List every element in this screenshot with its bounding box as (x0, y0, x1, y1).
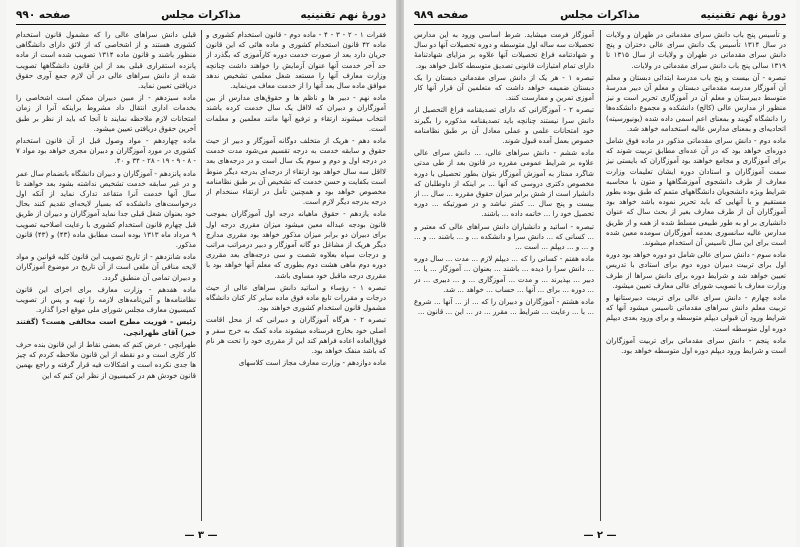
paragraph: تبصره ۲ - هرگاه آموزگاران و دبیرانی که از محل اقامت اصلی خود بخارج فرستاده میشوند ماده کمک به خرج سفر و فوق‌العاده اعاده فراهم کند این از مقرری خود را تحت هر نام که باشد منفک خواهد بود. (206, 315, 386, 356)
paragraph: قبلی دانش سراهای عالی را که مشمول قانون استخدام کشوری هستند و از اشخاصی که از لائق دارای دانشگاهی منظور باشند و قانون ماده ۱۳۱۴ تصویب شده است از ماده پانزده استقراری قبلی بعد از این قانون دانشگاهها تصویب شده از دانش سراهای عالی در آن لازم جمع آوری حقوق دریافتی تعیین نماید. (16, 30, 196, 91)
paragraph: طهرانچی - عرض کنم که بعضی نقاط از این قانون بنده حرف کار کاری است و دو نقطه از این قانون ملاحظه کردم که چیز ها جدی نکرده است و اشکالات فیه قرار گرفته و راجع بهمین قانون خودش هم در کمیسیون از نظر این کنم که این (16, 339, 196, 380)
paragraph: تبصره ۱ - هر یک از دانش سرای مقدماتی دبستان را یک دبستان ضمیمه خواهد داشت که متعلمین آن قرار آنها کار آموزی تمرین و ممارست کنند. (414, 72, 594, 103)
paragraph: ماده پانزدهم - آموزگاران و دبیران دانشگاه بانضمام سال عمر و در غیر سابقه خدمت تشخیص نداشته بشود بعد خواهند تا سال آنها خدمت آنرا متقاعد تدارک نماید از آنکه اول درخواست‌های دانشکده که بسیار لایحه‌ای تقدیم کنند بحال خود بعنوان شغل قبلی جدا نماید آموزگاران و دبیران از طریق قبل چهارم قانون استخدام کشوری با رعایت اصلاحیه تصویب ۹ مرداد ماه ۱۳۱۳ بوده است مطابق ماده (۴۳) و (۴۳) قانون مذکور. (16, 168, 196, 250)
paragraph: ماده چهاردهم - مواد وصول قبل از آن قانون استخدام کشوری در مورد آموزگاران و دبیران مجری خواهد بود مواد ۷ - ۸ - ۹ - ۱۹ - ۲۸ - ۳۴ و ۴۰. (16, 136, 196, 166)
left-page-right-column (206, 30, 386, 523)
paragraph: تبصره - آن بیست و پنج باب مدرسهٔ ابتدائی دبستان و معلم آن آموزگار مدرسه مقدماتی دبستان و معلم آن دبیر مدرسهٔ متوسط دبیرستان و معلم آن در آموزگاری تحریر است و نیز منظور از مدارس عالی (کالج) دانشکده و مجموع دانشکده‌ها را دانشگاه گویند و بمعنای اعم اسمی داده شده (یونیورسیته) اتحادیه‌ای و بمعنای مدارس عالیه استخدامه خواهد شد. (606, 72, 786, 133)
paragraph: فقرات ۱ - ۲ - ۳ - ۴ - ماده دوم - قانون استخدام کشوری و ماده ۴۲ قانون استخدام کشوری و ماده هائی که این قانون جریان دارد بعد از صورت خدمت دوره کارآموزی که بگذرد از حد آخر خدمت آنها عنوان آزمایش را خواهند داشت چنانچه وزارت معارف آنها را مستعد شغل معلمی تشخیص ندهد موافق ماده سال بعد آنها را از خدمت معاف می‌نماید. (206, 30, 386, 91)
session-label: دورهٔ نهم تقنینیه (700, 9, 786, 21)
paragraph: ماده ششم - دانش سراهای عالی، ... دانش سرای عالی علاوه بر شرایط عمومی مقرره در قانون بعد از طی مدتی شاگرد ممتاز به آموزش آموزگار بتوان بطور تحصیلی با دوره مخصوص دکتری دروسی که آنها ... بر اینکه از داوطلبان که دانشیار است از شش برابر میزان حقوق مقرره ... سال ... از بیست و پنج سال ... کمتر نباشد و در صورتیکه ... دوره تحصیل خود را ... خاتمه داده ... باشند. (414, 148, 594, 219)
paragraph: ماده یازدهم - حقوق ماهیانه درجه اول آموزگاران بموجب قانون بودجه عبداله معین میشود میزان مقرری درجه اول برای دبیران دو برابر میزان مذکور خواهد بود مقرری مدارج دیگر هریک از مشاغل دو گانه آموزگار و دبیر درمراتب مراتب و درجات سپاه بعلاوه شصت و سی درجه‌های بعد مقرری دوره دوم ماهی هشت دوم بطوری که معلم آنها خواهد بود با مقرری درجه ماقبل خود مساوی باشد. (206, 209, 386, 280)
paragraph: ماده دهم - هریک از متخلف دوگانه آموزگار و دبیر از حیث حقوق و سابقه خدمت به درجه تقسیم می‌شود مدت خدمت در درجه اول و دوم و سوم یک سال است و در درجه‌های بعد لااقل سه سال خواهد بود ارتقاء از درجه‌ای بدرجه دیگر منوط است بکفایت و حسن خدمت که تشخیص آن بر طبق نظامنامه مخصوص خواهد بود و همچنین تأمل در ارتقاء سنخدام از درجه بدرجه دیگر لازم است. (206, 136, 386, 207)
column-divider (201, 30, 202, 521)
right-page (404, 0, 796, 547)
page-title: مذاکرات مجلس (560, 9, 640, 21)
paragraph: ماده هشتم - آموزگاران و دبیران را که ... از ... آنها ... شروع ... با ... رعایت ... شرایط ... مقرر ... در ... این ... قانون ... (414, 297, 594, 317)
paragraph: ماده نهم - دبیر ها و ناظم ها و حقوق‌های مدارس از بین آموزگاران و دبیران که لااقل یک سال خدمت کرده باشند انتخاب میشوند ارتقاء و ترفیع آنها مانند معلمین و معلمات است. (206, 93, 386, 133)
page-footer-number: — ۲ — (583, 530, 617, 541)
page-footer-number: — ۳ — (184, 530, 218, 541)
paragraph: ماده هفدهم - وزارت معارف برای اجرای این قانون نظامنامه‌ها و آئین‌نامه‌های لازمه را تهیه و پس از تصویب کمیسیون معارف مجلس شورای ملی موقع اجرا گذارد. (16, 284, 196, 315)
paragraph: ماده چهارم - دانش سرای عالی برای تربیت دبیرستانها و تربیت معلم دانش سراهای مقدماتی تاسیس میشود آنها که شرایط ورود آن قبولی دیپلم متوسطه و برای ورود بعدی دیپلم دوره اول متوسطه است. (606, 293, 786, 333)
left-page-left-column (16, 30, 196, 523)
right-page-header (414, 8, 786, 25)
paragraph: و تأسیس پنج باب دانش سرای مقدماتی در طهران و ولایات در سال ۱۳۱۴ تأسیس یک دانش سرای عالی دختران و پنج دانش سرای مقدماتی در طهران و ولایات از سال ۱۳۱۵ تا ۱۳۱۹ سالی پنج باب دانش سرای مقدماتی در ولایات. (606, 30, 786, 70)
right-page-right-column (606, 30, 786, 523)
column-divider (600, 30, 601, 521)
paragraph: ماده دوازدهم - وزارت معارف مجاز است کلاسهای (238, 358, 386, 368)
paragraph: آموزگار فرمت میشاید. شرط اساسی ورود به این مدارس تحصیلات سه ساله اول متوسطه و دوره تحصیلات آنها دو سال و شهادتنامه فراغ تحصیلات آنها علاوه بر مزایای شهادتنامهٔ دارای تمام امتیازات قانونی تصدیق متوسطه کامل خواهد بود. (414, 30, 594, 70)
page-number-label: صفحه ۹۸۹ (414, 9, 469, 21)
paragraph: تبصره ۱ - رؤساء و اساتید دانش سراهای عالی از حیث درجات و مقررات تابع ماده فوق ماده سایر کار کنان دانشگاه مشمول قانون استخدام کشوری خواهند بود. (206, 282, 386, 313)
paragraph: تبصره ۲ - آموزگارانی که دارای تصدیقنامه فراغ التحصیل از دانش سرا نیستند چنانچه باید تصدیقنامه مذکوره را بگیرند خود امتحانات علمی و عملی معادل آن بر طبق نظامنامه خصوص بعمل آمده قبول شوند. (414, 105, 594, 146)
left-page-header (16, 8, 386, 25)
paragraph: تبصره - اساتید و دانشیاران دانش سراهای عالی که معتبر و ... کسانی که ... دانش سرا و دانشکده ... و ... باشند ... و ... و ... و ... دیپلم ... است ... (414, 221, 594, 252)
paragraph: ماده شانزدهم - از تاریخ تصویب این قانون کلیه قوانین و مواد لایحه منافی آن ملغی است از آن تاریخ در موضوع آموزگاران و دبیران تمامی آن منطبق گردد. (16, 252, 196, 282)
page-number-label: صفحه ۹۹۰ (16, 9, 71, 21)
left-page (6, 0, 396, 547)
session-label: دورهٔ نهم تقنینیه (300, 9, 386, 21)
paragraph: ماده پنجم - دانش سرای مقدماتی برای تربیت آموزگاران است و شرایط ورود دیپلم دوره اول متوسطه خواهد بود. (606, 335, 786, 356)
paragraph: رئیس - فوریت مطرح است مخالفی هست؟ (گفتند خیر) آقای طهرانچی. (16, 317, 196, 337)
right-page-left-column (414, 30, 594, 523)
paragraph: ماده دوم - دانش سرای مقدماتی مذکور در ماده فوق شامل دوره‌ای خواهد بود که در آن عده‌ای مطابق تربیت شوند که برای آموزگاری و مجامع خواهند بود آموزگاران که بایستی نیز سمت آموزگاران و استادان دوره ایشان تعلیمات وزارت معارف از طرف دانشجوی آموزشگاهها و متون با محاسبه شرایط ویژه دانشجویان دانشگاههای متمم که طبق بوده بطور مستقیم و با آنهایی که باید تحریر نموده باشد خواهد بود آموزگاران آن از طرف معارف بغیر از بحث سال که عنوان دانشیاری بر او به طور طبیعی مسلط شده از همه و از طریق مدارس عالیه سانسوری بعدمه آموزگاران سومده معین شده است برای این سال تاسیس آن استخدام میشوند. (606, 136, 786, 248)
page-title: مذاکرات مجلس (161, 9, 241, 21)
paragraph: ماده هفتم - کسانی را که ... دیپلم لازم ... مدت ... سال دوره ... دانش سرا را دیده ... باشند ... بعنوان ... آموزگار ... یا ... دبیر ... بپذیرند ... و مدت ... آموزگاری ... و ... دبیری ... در ... دوره ... برای ... آنها ... حساب ... خواهد ... شد. (414, 254, 594, 294)
book-gutter (396, 0, 404, 547)
paragraph: ماده سیزدهم - از مبین دبیران ممکن است اشخاصی را بخدمات اداری انتقال داد مشروط براینکه آنرا از زمان امتحانات لازم ملاحظه نمایند تا آنجا که باید از نظر بر طبق آخرین حقوق دریافتی تعیین میشود. (16, 93, 196, 133)
paragraph: ماده سوم - دانش سرای عالی شامل دو دوره خواهد بود دوره اول برای تربیت دبیران دوره دوم برای استادی با تدریس تعیین خواهد شد و شرایط دوره برای دانش سراها از طرف وزارت معارف با تصویب شورای عالی معارف تعیین میشود. (606, 250, 786, 290)
